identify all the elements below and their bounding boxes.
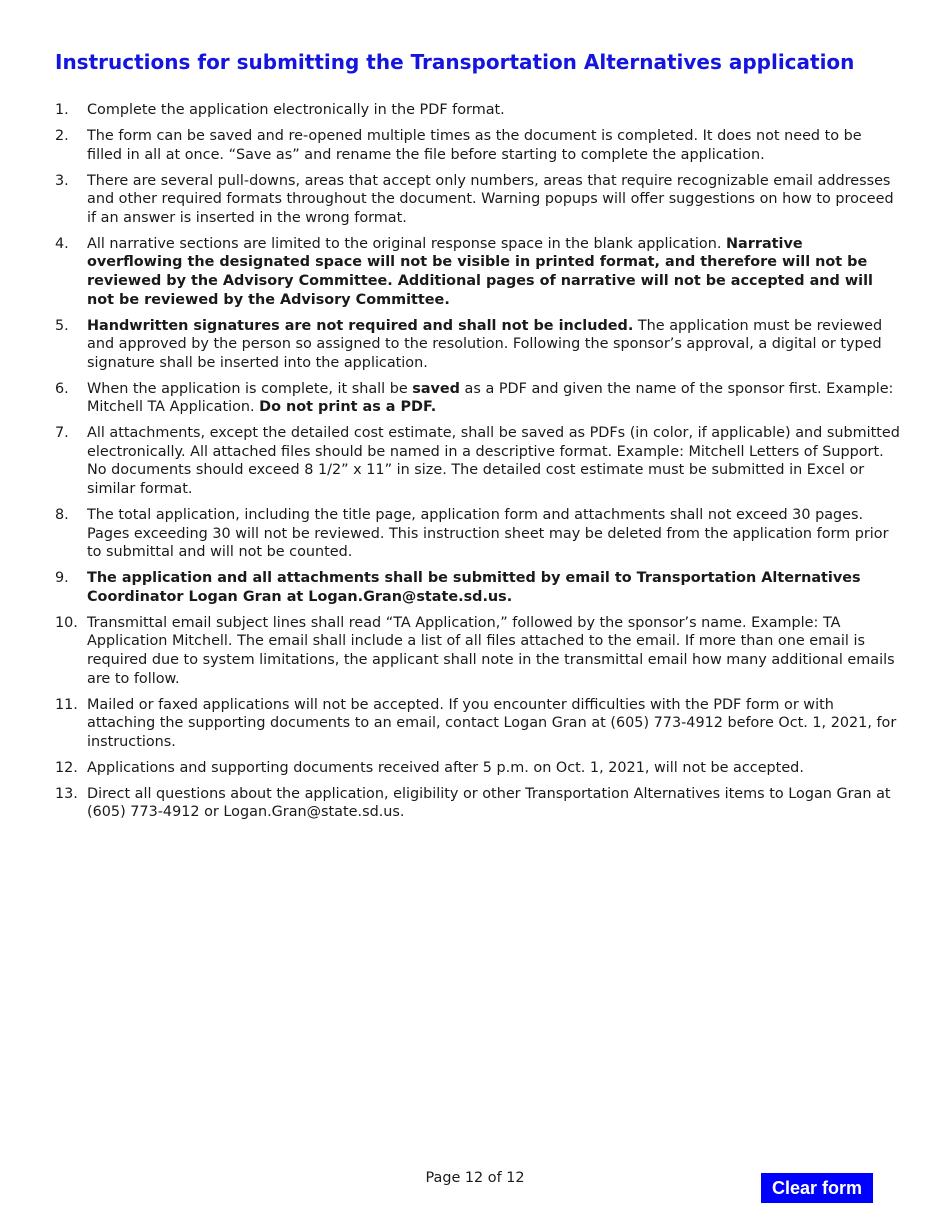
clear-form-button[interactable]: Clear form bbox=[761, 1173, 873, 1203]
instruction-item bbox=[55, 569, 900, 606]
instruction-text bbox=[87, 172, 900, 228]
instruction-number: 8. bbox=[55, 507, 69, 524]
instruction-number: 2. bbox=[55, 127, 69, 144]
instruction-number: 13. bbox=[55, 785, 78, 802]
instruction-text bbox=[87, 785, 900, 822]
instruction-number: 11. bbox=[55, 696, 78, 713]
instruction-segment: When the application is complete, it shall be bbox=[87, 380, 413, 397]
instruction-emphasis: saved bbox=[412, 380, 460, 397]
instruction-segment: The total application, including the title page, application form and attachments shall not exceed 30 pages. Pages exceeding 30 will not be reviewed. This instruction sheet may be deleted from the application form prior to submittal and will not be counted. bbox=[87, 507, 889, 561]
instruction-number: 3. bbox=[55, 172, 69, 189]
instruction-item bbox=[55, 101, 900, 120]
instruction-emphasis: The application and all attachments shall be submitted by email to Transportation Alternatives Coordinator Logan Gran at Logan.Gran@state.sd.us. bbox=[87, 570, 861, 605]
instruction-segment: The application must be reviewed and approved by the person so assigned to the resolution. Following the sponsor’s approval, a digital or typed signature shall be inserted into the application. bbox=[87, 317, 883, 371]
instruction-text bbox=[87, 317, 900, 373]
instruction-text bbox=[87, 759, 900, 778]
instruction-segment: All attachments, except the detailed cost estimate, shall be saved as PDFs (in color, if applicable) and submitted electronically. All attached files should be named in a descriptive format. Example: Mitchell Letters of Support. No documents should exceed 8 1/2” x 11” in size. The detailed cost estimate must be submitted in Excel or similar format. bbox=[87, 425, 900, 498]
instruction-item bbox=[55, 127, 900, 164]
instruction-number: 9. bbox=[55, 570, 69, 587]
page-number: Page 12 of 12 bbox=[425, 1170, 525, 1186]
instruction-item bbox=[55, 785, 900, 822]
instruction-number: 10. bbox=[55, 614, 78, 631]
instruction-item bbox=[55, 317, 900, 373]
instruction-item bbox=[55, 235, 900, 309]
instruction-item bbox=[55, 506, 900, 562]
instruction-segment: There are several pull-downs, areas that accept only numbers, areas that require recognizable email addresses and other required formats throughout the document. Warning popups will offer suggestions on how to proceed if an answer is inserted in the wrong format. bbox=[87, 172, 894, 226]
instruction-number: 1. bbox=[55, 102, 69, 118]
instruction-emphasis: Narrative overflowing the designated space will not be visible in printed format, and therefore will not be reviewed by the Advisory Committee. Additional pages of narrative will not be accepted and will not be reviewed by the Advisory Committee. bbox=[87, 235, 873, 308]
instruction-segment: Mailed or faxed applications will not be accepted. If you encounter difficulties with the PDF form or with attaching the supporting documents to an email, contact Logan Gran at (605) 773-4912 before Oct. 1, 2021, for instructions. bbox=[87, 696, 897, 750]
instruction-number: 6. bbox=[55, 380, 69, 397]
instruction-text bbox=[87, 380, 900, 417]
instruction-number: 12. bbox=[55, 759, 78, 776]
instruction-item bbox=[55, 614, 900, 688]
instructions-list bbox=[55, 101, 900, 829]
instruction-segment: Applications and supporting documents received after 5 p.m. on Oct. 1, 2021, will not be accepted. bbox=[87, 759, 804, 776]
instruction-segment: Transmittal email subject lines shall read “TA Application,” followed by the sponsor’s name. Example: TA Application Mitchell. The email shall include a list of all files attached to the email. If more than one email is required due to system limitations, the applicant shall note in the transmittal email how many additional emails are to follow. bbox=[87, 614, 895, 687]
instruction-segment: The form can be saved and re-opened multiple times as the document is completed. It does not need to be filled in all at once. “Save as” and rename the file before starting to complete the application. bbox=[87, 127, 862, 163]
page-title: Instructions for submitting the Transportation Alternatives application bbox=[55, 50, 855, 74]
instruction-emphasis: Handwritten signatures are not required and shall not be included. bbox=[87, 317, 634, 334]
instruction-segment: Complete the application electronically in the PDF format. bbox=[87, 102, 505, 118]
instruction-text bbox=[87, 696, 900, 752]
instruction-text bbox=[87, 127, 900, 164]
instruction-item bbox=[55, 696, 900, 752]
instruction-text bbox=[87, 101, 900, 120]
instruction-item bbox=[55, 759, 900, 778]
instruction-segment: All narrative sections are limited to the original response space in the blank application. bbox=[87, 235, 726, 252]
instruction-number: 7. bbox=[55, 425, 69, 442]
instruction-item bbox=[55, 172, 900, 228]
instruction-segment: as a PDF and given the name of the sponsor first. Example: Mitchell TA Application. bbox=[87, 380, 894, 416]
instruction-number: 5. bbox=[55, 317, 69, 334]
instruction-text bbox=[87, 235, 900, 309]
instruction-emphasis: Do not print as a PDF. bbox=[259, 399, 437, 416]
instruction-text bbox=[87, 506, 900, 562]
instruction-text bbox=[87, 424, 900, 498]
instruction-number: 4. bbox=[55, 235, 69, 252]
instruction-item bbox=[55, 380, 900, 417]
instruction-item bbox=[55, 424, 900, 498]
instruction-text bbox=[87, 614, 900, 688]
instruction-text bbox=[87, 569, 900, 606]
instruction-segment: Direct all questions about the application, eligibility or other Transportation Alternatives items to Logan Gran at (605) 773-4912 or Logan.Gran@state.sd.us. bbox=[87, 785, 891, 821]
